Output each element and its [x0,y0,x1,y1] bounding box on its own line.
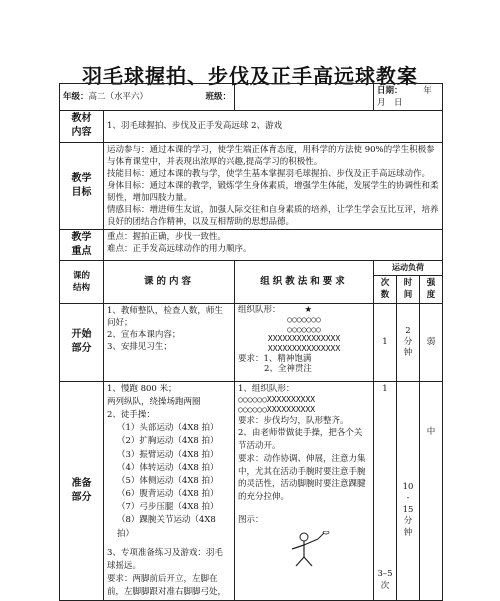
difficult-point: 难点：正手发高远球动作的用力顺序。 [107,244,252,254]
page-title: 羽毛球握拍、步伐及正手高远球教案 [82,64,418,88]
goal-physical: 身体目标：通过本课的教学，锻炼学生身体素质，增强学生体能，发展学生的协调性和柔韧性，增加四肢力量。 [107,180,439,203]
header-content: 课的内容 [104,261,235,303]
grade-cell [60,84,235,111]
prep-intensity: 中 [420,381,443,601]
prep-org: 1、组织队形： ○○○○○○XXXXXXXXXX ○○○○○○XXXXXXXXXX 要求：步伐均匀，队形整齐。 2、由老师带做徒手操，把各个关节活动开。 要求：动作协调、伸展，注意力集中，尤其在活动手腕时要注意手腕的灵活性，活动脚腕时要注意踝腱的充分拉伸。 图示： [235,381,374,601]
goal-participation: 运动参与：通过本课的学习，使学生端正体育态度，用科学的方法使 90%的学生积极参与体育课堂中，并表现出浓厚的兴趣,提高学习的积极性。 [107,144,435,167]
start-intensity: 弱 [420,303,443,381]
prep-time: 10 - 15 分 钟 [397,381,420,601]
focus-row [60,229,443,260]
prep-times: 1 3–5 次 [374,381,397,601]
exercise-item: （7）弓步压腿（4X8 拍） [117,502,219,513]
key-point: 重点：握拍正确，步伐一致性。 [107,231,227,242]
goal-emotion: 情感目标：增进师生友谊，加强人际交往和自身素质的培养，让学生学会互比互评，培养良好的团结合作精神，以及互相帮助的思想品德。 [107,204,439,227]
content-row [60,111,443,142]
header-times: 次 数 [374,275,397,303]
header-row [60,261,443,275]
content-label: 教材 内容 [60,111,104,142]
grade-label: 年级： [63,92,89,103]
badminton-player-figure [274,531,334,567]
exercise-item: （1）头部运动（4X8 拍） [117,423,219,434]
grade-value: 高二（水平六） [88,92,149,103]
header-load: 运动负荷 [374,261,443,275]
focus-cell [104,229,443,260]
date-value: 年 月 日 [377,86,441,109]
goals-row [60,142,443,229]
start-org: 组织队形： ★ ○○○○○○○ ○○○○○○○ XXXXXXXXXXXXXXX XXXXXXXXXXXXXXX 要求：1、精神饱满 2、全神贯注 [235,303,374,381]
exercise-item: （2）扩胸运动（4X8 拍） [117,436,219,447]
header-org: 组织教法和要求 [235,261,374,303]
class-value-cell [235,84,374,111]
exercise-item: （5）体侧运动（4X8 拍） [117,475,219,486]
exercise-item: （8）踝腕关节运动（4X8 拍） [117,515,216,539]
prep-content: 1、慢跑 800 米； 两列纵队，绕操场跑两圈 2、徒手操： （1）头部运动（4X8 拍） （2）扩胸运动（4X8 拍） （3）振臂运动（4X8 拍） （4）体转运动（4X8 拍） （5）体侧运动（4X8 拍） （6）腹背运动（4X8 拍） （7）弓步压腿（4X8 拍） （8）踝腕关节运动（4X8 拍） 3、专项准备练习及游戏：羽毛球摇远。 要求：两脚前后开立，左脚在前，左脚脚跟对准右脚脚弓处， [104,381,235,601]
date-label: 日期： [377,86,403,96]
prep-label: 准备 部分 [60,381,104,601]
class-label: 班级： [205,92,232,103]
header-time: 时 间 [397,275,420,303]
date-cell [374,84,443,111]
info-row [60,84,443,111]
start-times: 1 [374,303,397,381]
exercise-item: （4）体转运动（4X8 拍） [117,462,219,473]
goals-cell [104,142,443,229]
header-intensity: 强 度 [420,275,443,303]
prep-row [60,381,443,601]
header-structure: 课的 结构 [60,261,104,303]
content-value: 1、羽毛球握拍、步伐及正手发高远球 2、游戏 [104,111,443,142]
exercise-item: （6）腹背运动（4X8 拍） [117,489,219,500]
start-time: 2 分 钟 [397,303,420,381]
start-row [60,303,443,381]
goals-label: 教学 目标 [60,142,104,229]
exercise-item: （3）振臂运动（4X8 拍） [117,449,219,460]
goal-skill: 技能目标：通过本课的教与学，使学生基本掌握羽毛球握拍、步伐及正手高远球动作。 [107,168,431,179]
lesson-plan-table [59,83,443,601]
teacher-star-icon: ★ [304,304,313,315]
focus-label: 教学 重点 [60,229,104,260]
start-content: 1、教师整队，检查人数，师生问好； 2、宣布本课内容； 3、安排见习生； [104,303,235,381]
start-label: 开始 部分 [60,303,104,381]
